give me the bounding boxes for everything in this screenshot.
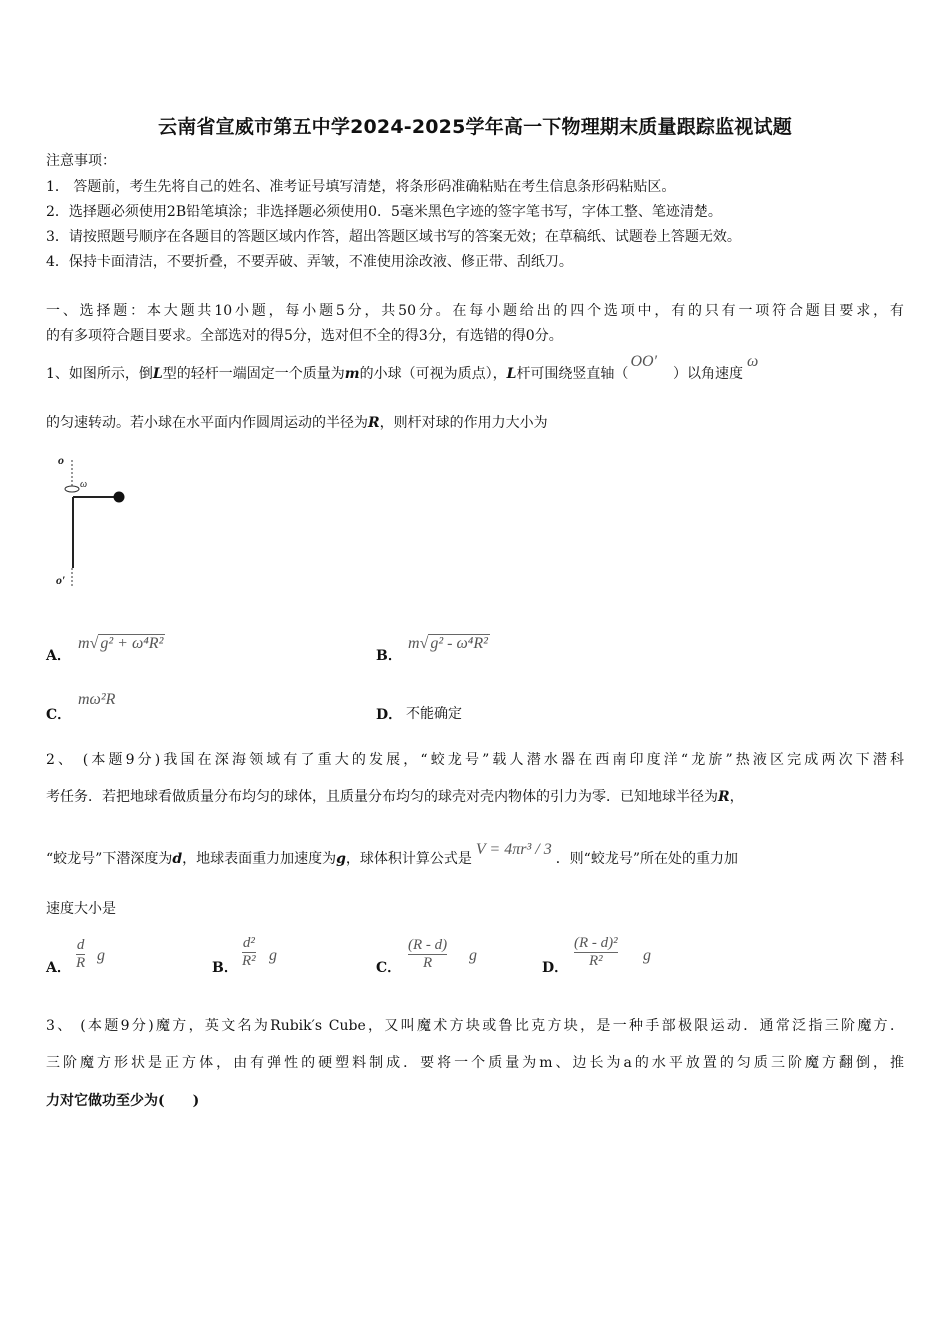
axis-bottom-label: o′ [56,573,66,587]
q2-option-b-g: g [269,947,277,964]
q2-option-c-g: g [469,947,477,964]
option-b-expr: m√ g² - ω⁴R² [408,635,488,652]
question-1-stem-line2: 的匀速转动。若小球在水平面内作圆周运动的半径为R，则杆对球的作用力大小为 [46,415,548,431]
question-2-line1: 2、 (本题9分)我国在深海领域有了重大的发展，“蛟龙号”载人潜水器在西南印度洋“龙旂”热液区完成两次下潜科 [46,752,904,768]
axis-symbol: OO′ [630,353,658,370]
rotating-rod-figure [52,450,142,590]
option-c-expr: mω²R [78,691,116,708]
axis-top-label: o [58,453,64,467]
notice-heading: 注意事项： [46,153,116,169]
option-d-text: 不能确定 [406,706,462,722]
question-3-line3: 力对它做功至少为( ) [46,1093,200,1109]
q2-option-c-label: C． [376,960,402,976]
q2-option-c-fraction: (R - d) R [408,937,448,971]
option-a-expr: m√ g² + ω⁴R² [78,635,164,652]
q2-option-a-g: g [97,947,105,964]
omega-symbol: ω [747,353,759,370]
question-2-line2: 考任务．若把地球看做质量分布均匀的球体，且质量分布均匀的球壳对壳内物体的引力为零．已知地球半径为R， [46,789,744,805]
question-1-stem: 1、如图所示，倒L型的轻杆一端固定一个质量为m的小球（可视为质点），L杆可围绕竖直轴（OO′ ）以角速度ω [46,353,759,382]
volume-formula: V = 4πr³ / 3 [475,841,552,858]
ball [114,492,125,503]
option-a-label: A． [46,648,71,664]
notice-item: 2．选择题必须使用2B铅笔填涂；非选择题必须使用0．5毫米黑色字迹的签字笔书写，字体工整、笔迹清楚。 [46,204,722,220]
option-d-label: D． [376,707,403,723]
question-2-line3: “蛟龙号”下潜深度为d，地球表面重力加速度为g，球体积计算公式是V = 4πr³ / 3．则“蛟龙号”所在处的重力加 [46,841,739,867]
figure-omega-label: ω [80,479,88,490]
notice-item: 3．请按照题号顺序在各题目的答题区域内作答，超出答题区域书写的答案无效；在草稿纸、试题卷上答题无效。 [46,229,741,245]
notice-item: 4．保持卡面清洁，不要折叠，不要弄破、弄皱，不准使用涂改液、修正带、刮纸刀。 [46,254,573,270]
question-2-line4: 速度大小是 [46,901,116,917]
question-3-line2: 三阶魔方形状是正方体，由有弹性的硬塑料制成．要将一个质量为m、边长为a的水平放置的匀质三阶魔方翻倒，推 [46,1055,904,1071]
notice-item: 1． 答题前，考生先将自己的姓名、准考证号填写清楚，将条形码准确粘贴在考生信息条形码粘贴区。 [46,179,676,195]
section-instructions-line2: 的有多项符合题目要求。全部选对的得5分，选对但不全的得3分，有选错的得0分。 [46,328,563,344]
q2-option-b-fraction: d² R² [242,935,256,969]
option-c-label: C． [46,707,72,723]
q2-option-d-g: g [643,947,651,964]
option-b-label: B． [376,648,402,664]
q2-option-a-fraction: d R [76,937,86,971]
q2-option-d-label: D． [542,960,569,976]
section-instructions-line1: 一、选择题：本大题共10小题，每小题5分，共50分。在每小题给出的四个选项中，有的只有一项符合题目要求，有 [46,303,904,319]
q2-option-d-fraction: (R - d)² R² [574,935,618,969]
q2-option-a-label: A． [46,960,71,976]
page-title: 云南省宣威市第五中学2024-2025学年高一下物理期末质量跟踪监视试题 [158,116,792,138]
q2-option-b-label: B． [212,960,238,976]
question-3-line1: 3、 (本题9分)魔方，英文名为Rubik′s Cube，又叫魔术方块或鲁比克方块，是一种手部极限运动．通常泛指三阶魔方． [46,1018,904,1034]
